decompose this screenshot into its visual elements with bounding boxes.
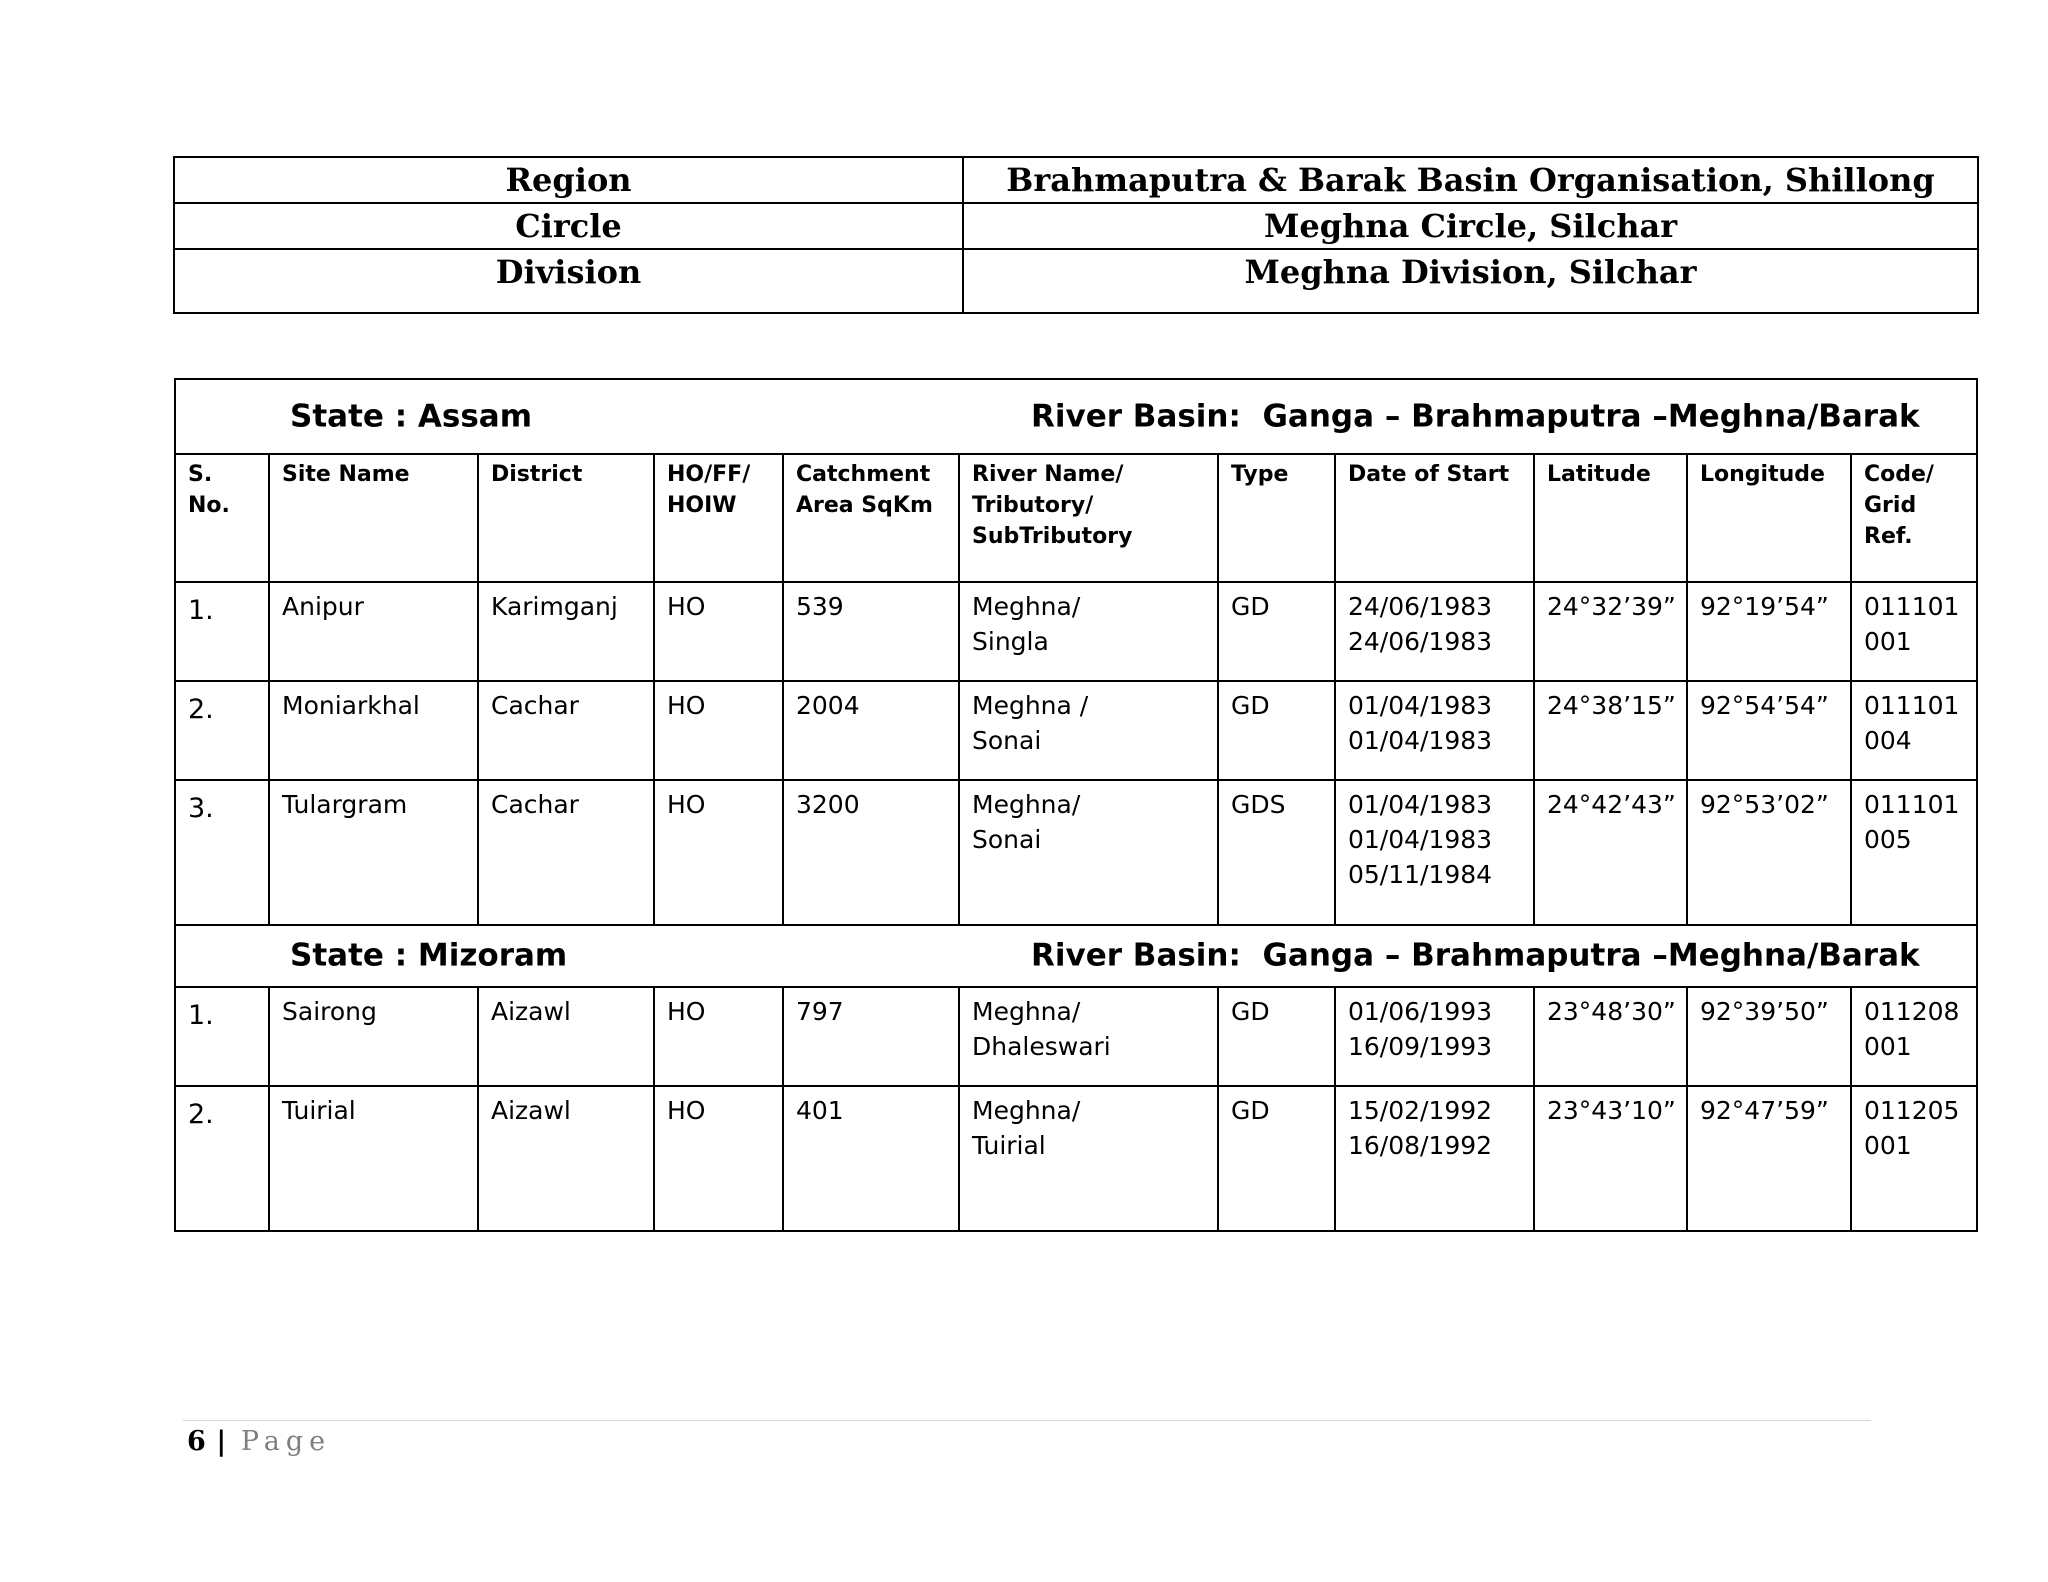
cell-ho: HO: [654, 681, 783, 780]
cell-dates: 01/04/1983 01/04/1983: [1335, 681, 1534, 780]
cell-river: Meghna/ Tuirial: [959, 1086, 1218, 1231]
cell-area: 401: [783, 1086, 959, 1231]
cell-district: Cachar: [478, 681, 654, 780]
header-table: [173, 156, 1979, 314]
state-header-assam: [175, 379, 1977, 454]
cell-area: 3200: [783, 780, 959, 925]
table-row: [175, 780, 1977, 925]
cell-river: Meghna / Sonai: [959, 681, 1218, 780]
cell-area: 797: [783, 987, 959, 1086]
cell-sno: 1.: [175, 582, 269, 681]
cell-type: GD: [1218, 681, 1335, 780]
col-site-name: Site Name: [269, 454, 478, 582]
footer-divider: [183, 1420, 1871, 1421]
col-ho: HO/FF/ HOIW: [654, 454, 783, 582]
cell-site: Sairong: [269, 987, 478, 1086]
table-row: [175, 987, 1977, 1086]
cell-type: GD: [1218, 582, 1335, 681]
cell-ho: HO: [654, 780, 783, 925]
region-value: Brahmaputra & Barak Basin Organisation, Shillong: [963, 157, 1978, 203]
cell-area: 539: [783, 582, 959, 681]
cell-sno: 2.: [175, 681, 269, 780]
cell-latitude: 24°42’43”: [1534, 780, 1687, 925]
cell-type: GDS: [1218, 780, 1335, 925]
state-header-mizoram: [175, 925, 1977, 987]
cell-sno: 2.: [175, 1086, 269, 1231]
division-label: Division: [174, 249, 963, 313]
cell-area: 2004: [783, 681, 959, 780]
col-catchment: Catchment Area SqKm: [783, 454, 959, 582]
state-label: State : Assam: [290, 398, 533, 434]
col-district: District: [478, 454, 654, 582]
header-row-division: [174, 249, 1978, 313]
river-basin-label: River Basin: Ganga – Brahmaputra –Meghna/Barak: [1031, 398, 1920, 434]
table-row: [175, 681, 1977, 780]
region-label: Region: [174, 157, 963, 203]
cell-district: Aizawl: [478, 987, 654, 1086]
col-river: River Name/ Tributory/ SubTributory: [959, 454, 1218, 582]
site-table: [174, 378, 1978, 1232]
cell-code: 011208 001: [1851, 987, 1977, 1086]
cell-code: 011101 001: [1851, 582, 1977, 681]
cell-river: Meghna/ Sonai: [959, 780, 1218, 925]
cell-code: 011205 001: [1851, 1086, 1977, 1231]
cell-sno: 3.: [175, 780, 269, 925]
cell-ho: HO: [654, 987, 783, 1086]
cell-dates: 24/06/1983 24/06/1983: [1335, 582, 1534, 681]
cell-type: GD: [1218, 1086, 1335, 1231]
cell-longitude: 92°19’54”: [1687, 582, 1851, 681]
cell-latitude: 23°48’30”: [1534, 987, 1687, 1086]
cell-dates: 01/06/1993 16/09/1993: [1335, 987, 1534, 1086]
cell-longitude: 92°53’02”: [1687, 780, 1851, 925]
cell-site: Tuirial: [269, 1086, 478, 1231]
page-label: Page: [240, 1426, 332, 1457]
column-header-row: [175, 454, 1977, 582]
cell-type: GD: [1218, 987, 1335, 1086]
cell-latitude: 24°38’15”: [1534, 681, 1687, 780]
col-code: Code/ Grid Ref.: [1851, 454, 1977, 582]
cell-code: 011101 004: [1851, 681, 1977, 780]
circle-value: Meghna Circle, Silchar: [963, 203, 1978, 249]
cell-site: Tulargram: [269, 780, 478, 925]
cell-longitude: 92°47’59”: [1687, 1086, 1851, 1231]
col-latitude: Latitude: [1534, 454, 1687, 582]
cell-longitude: 92°54’54”: [1687, 681, 1851, 780]
river-basin-label: River Basin: Ganga – Brahmaputra –Meghna/Barak: [1031, 937, 1920, 974]
cell-latitude: 24°32’39”: [1534, 582, 1687, 681]
col-date: Date of Start: [1335, 454, 1534, 582]
cell-code: 011101 005: [1851, 780, 1977, 925]
cell-river: Meghna/ Singla: [959, 582, 1218, 681]
cell-ho: HO: [654, 582, 783, 681]
header-row-circle: [174, 203, 1978, 249]
table-row: [175, 582, 1977, 681]
cell-district: Karimganj: [478, 582, 654, 681]
cell-district: Cachar: [478, 780, 654, 925]
cell-longitude: 92°39’50”: [1687, 987, 1851, 1086]
cell-district: Aizawl: [478, 1086, 654, 1231]
cell-site: Moniarkhal: [269, 681, 478, 780]
cell-river: Meghna/ Dhaleswari: [959, 987, 1218, 1086]
division-value: Meghna Division, Silchar: [963, 249, 1978, 313]
state-label: State : Mizoram: [290, 937, 568, 974]
col-type: Type: [1218, 454, 1335, 582]
footer-separator: |: [216, 1426, 227, 1457]
cell-ho: HO: [654, 1086, 783, 1231]
cell-site: Anipur: [269, 582, 478, 681]
cell-latitude: 23°43’10”: [1534, 1086, 1687, 1231]
circle-label: Circle: [174, 203, 963, 249]
page-number: 6: [187, 1426, 206, 1457]
page-footer: [187, 1426, 331, 1457]
col-longitude: Longitude: [1687, 454, 1851, 582]
col-sno: S. No.: [175, 454, 269, 582]
table-row: [175, 1086, 1977, 1231]
cell-dates: 15/02/1992 16/08/1992: [1335, 1086, 1534, 1231]
cell-dates: 01/04/1983 01/04/1983 05/11/1984: [1335, 780, 1534, 925]
header-row-region: [174, 157, 1978, 203]
cell-sno: 1.: [175, 987, 269, 1086]
